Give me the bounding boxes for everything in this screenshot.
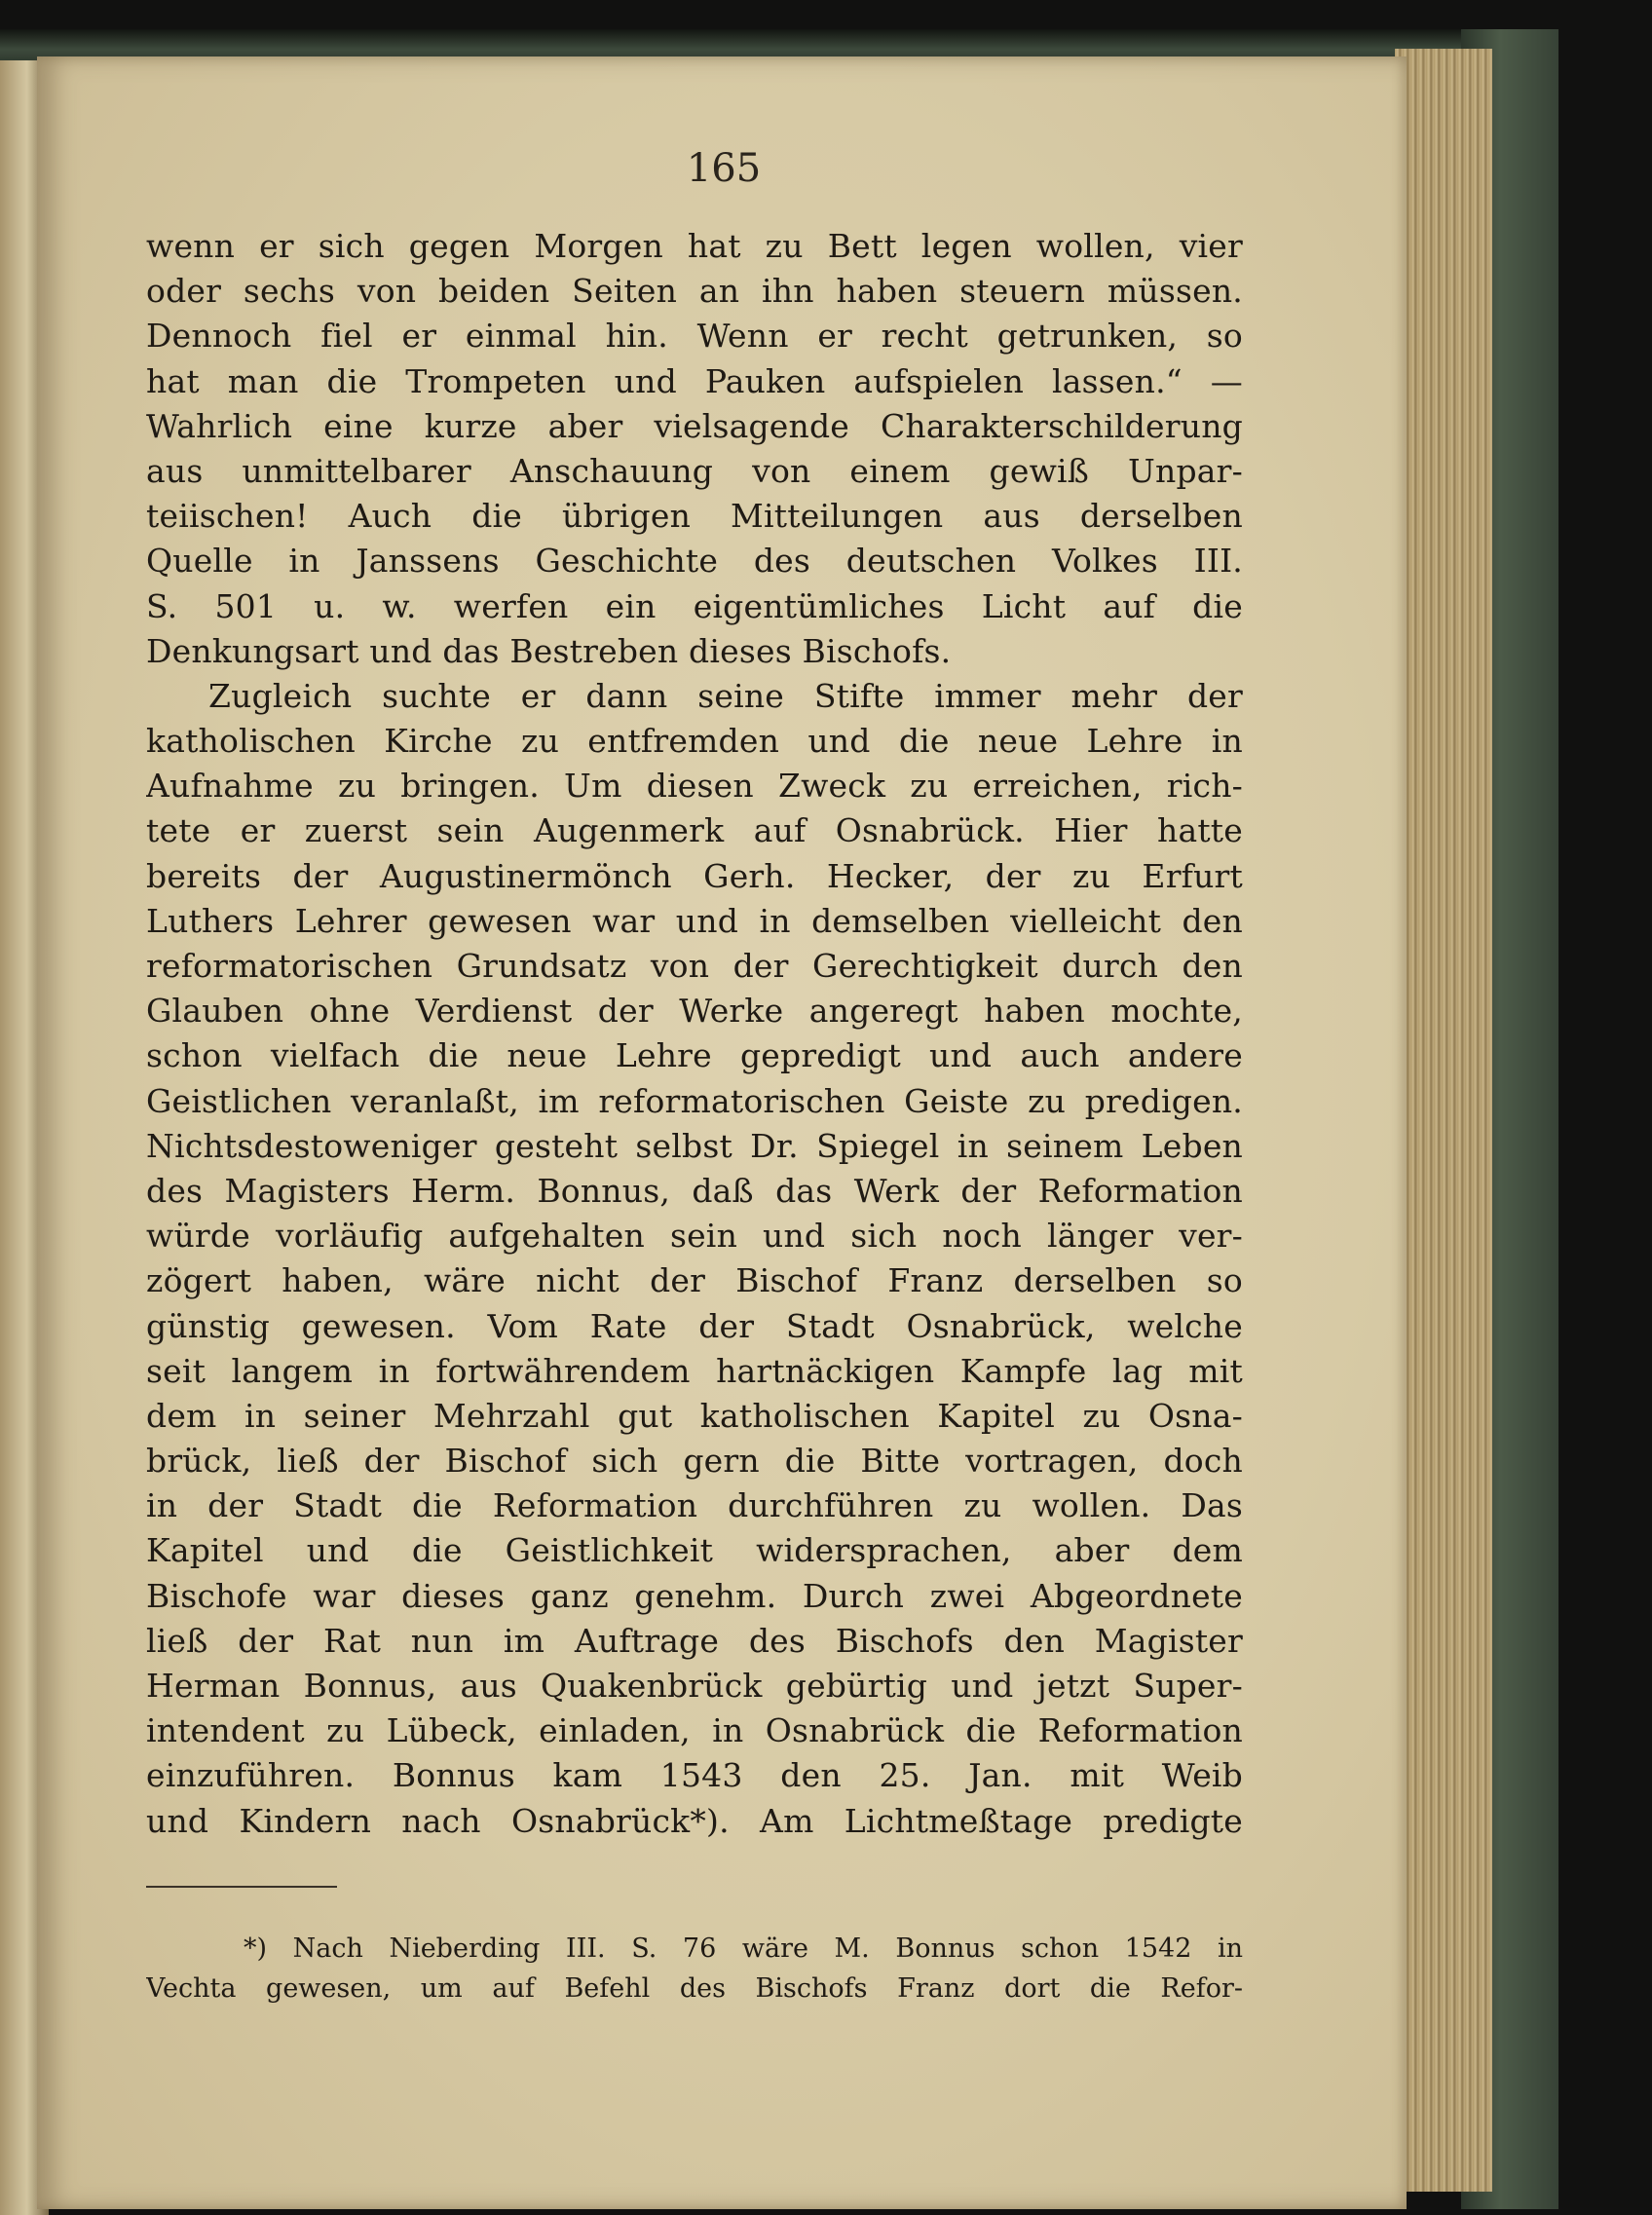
text-line: aus unmittelbarer Anschauung von einem gewiß Unpar- (146, 451, 1243, 490)
text-line: Nichtsdestoweniger gesteht selbst Dr. Spiegel in seinem Leben (146, 1126, 1243, 1165)
text-line: bereits der Augustinermönch Gerh. Hecker, der zu Erfurt (146, 856, 1243, 895)
text-line: Kapitel und die Geistlichkeit widersprachen, aber dem (146, 1531, 1243, 1570)
text-line: Bischofe war dieses ganz genehm. Durch zwei Abgeordnete (146, 1576, 1243, 1615)
text-line: reformatorischen Grundsatz von der Gerechtigkeit durch den (146, 947, 1243, 985)
text-line: des Magisters Herm. Bonnus, daß das Werk der Reformation (146, 1171, 1243, 1210)
text-line: wenn er sich gegen Morgen hat zu Bett legen wollen, vier (146, 227, 1243, 265)
text-line: Quelle in Janssens Geschichte des deutschen Volkes III. (146, 542, 1243, 581)
text-line: Aufnahme zu bringen. Um diesen Zweck zu erreichen, rich- (146, 767, 1243, 806)
text-line: würde vorläufig aufgehalten sein und sich noch länger ver- (146, 1217, 1243, 1256)
text-line: Glauben ohne Verdienst der Werke angeregt haben mochte, (146, 992, 1243, 1031)
page-number: 165 (686, 146, 762, 191)
text-line: S. 501 u. w. werfen ein eigentümliches Licht auf die (146, 586, 1243, 625)
text-line: zögert haben, wäre nicht der Bischof Franz derselben so (146, 1261, 1243, 1300)
text-line: brück, ließ der Bischof sich gern die Bitte vortragen, doch (146, 1442, 1243, 1481)
footnote-rule (146, 1886, 337, 1888)
text-line: Geistlichen veranlaßt, im reformatorischen Geiste zu predigen. (146, 1081, 1243, 1120)
text-line: katholischen Kirche zu entfremden und die neue Lehre in (146, 722, 1243, 761)
text-line: seit langem in fortwährendem hartnäckigen Kampfe lag mit (146, 1351, 1243, 1390)
text-line: tete er zuerst sein Augenmerk auf Osnabrück. Hier hatte (146, 811, 1243, 850)
body-text (146, 224, 1243, 1844)
text-line: Dennoch fiel er einmal hin. Wenn er recht getrunken, so (146, 317, 1243, 356)
text-line: teiischen! Auch die übrigen Mitteilungen aus derselben (146, 497, 1243, 536)
page-edges (1395, 49, 1492, 2192)
text-line: und Kindern nach Osnabrück*). Am Lichtmeßtage predigte (146, 1801, 1243, 1840)
text-line: intendent zu Lübeck, einladen, in Osnabrück die Reformation (146, 1711, 1243, 1750)
text-line: hat man die Trompeten und Pauken aufspielen lassen.“ — (146, 361, 1243, 400)
book-page (37, 56, 1407, 2209)
text-line: günstig gewesen. Vom Rate der Stadt Osnabrück, welche (146, 1306, 1243, 1345)
text-line: dem in seiner Mehrzahl gut katholischen Kapitel zu Osna- (146, 1396, 1243, 1435)
footnote-line: Vechta gewesen, um auf Befehl des Bischofs Franz dort die Refor- (146, 1973, 1243, 2004)
text-line: Zugleich suchte er dann seine Stifte immer mehr der (208, 676, 1243, 715)
footnote-line: *) Nach Nieberding III. S. 76 wäre M. Bonnus schon 1542 in (244, 1933, 1243, 1964)
text-line: einzuführen. Bonnus kam 1543 den 25. Jan. mit Weib (146, 1756, 1243, 1795)
text-line: Herman Bonnus, aus Quakenbrück gebürtig und jetzt Super- (146, 1667, 1243, 1705)
text-line: Wahrlich eine kurze aber vielsagende Charakterschilderung (146, 406, 1243, 445)
footnote (146, 1929, 1243, 2009)
text-line: Luthers Lehrer gewesen war und in demselben vielleicht den (146, 901, 1243, 940)
text-line: schon vielfach die neue Lehre gepredigt und auch andere (146, 1036, 1243, 1075)
text-line: Denkungsart und das Bestreben dieses Bischofs. (146, 631, 952, 670)
text-line: oder sechs von beiden Seiten an ihn haben steuern müssen. (146, 272, 1243, 311)
text-line: ließ der Rat nun im Auftrage des Bischofs den Magister (146, 1621, 1243, 1660)
text-line: in der Stadt die Reformation durchführen zu wollen. Das (146, 1486, 1243, 1525)
